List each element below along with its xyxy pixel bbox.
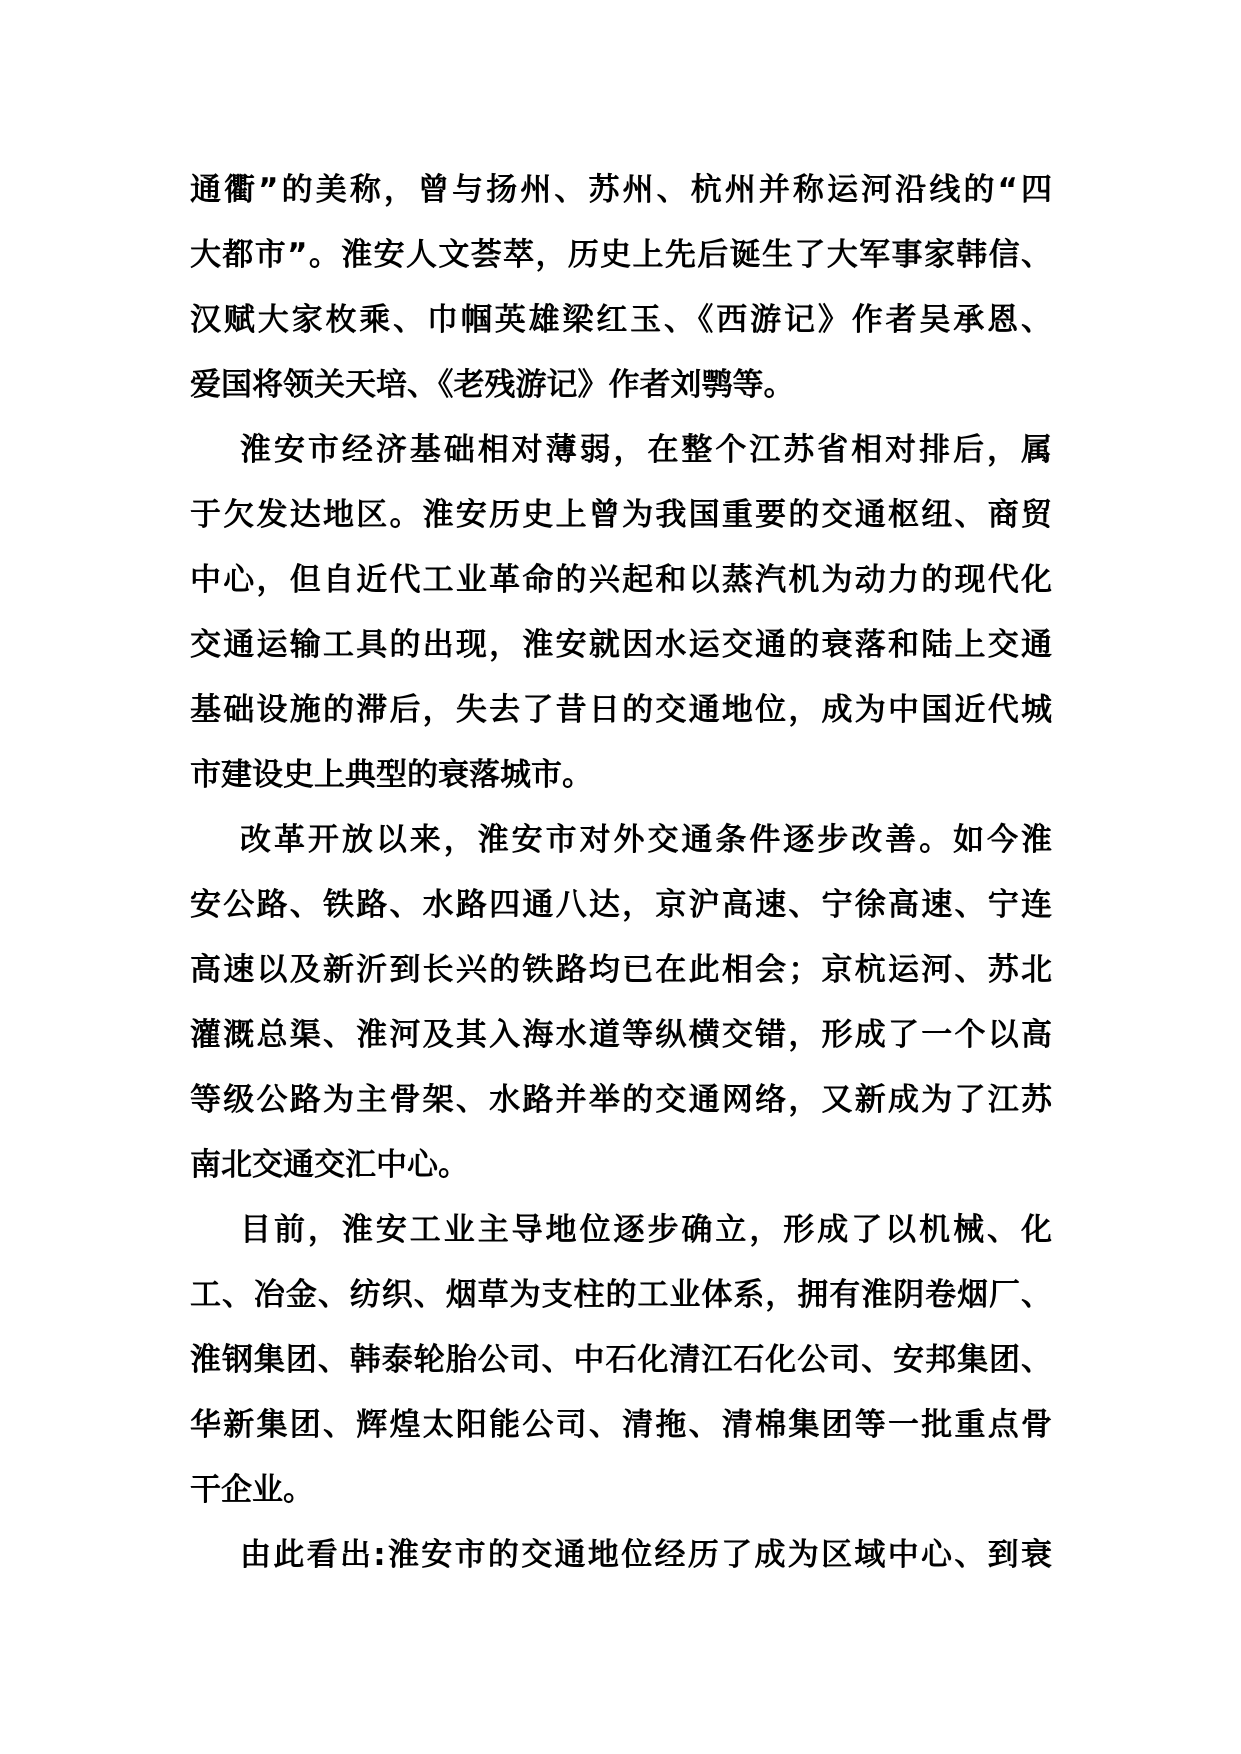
text-line: 灌溉总渠、淮河及其入海水道等纵横交错，形成了一个以高 [190,1017,1052,1053]
text-line: 通衢”的美称，曾与扬州、苏州、杭州并称运河沿线的“四 [190,172,1052,208]
text-line: 高速以及新沂到长兴的铁路均已在此相会；京杭运河、苏北 [190,952,1052,988]
text-line: 爱国将领关天培、《老残游记》作者刘鹗等。 [190,367,795,403]
paragraph-first-line: 由此看出:淮安市的交通地位经历了成为区域中心、到衰 [240,1537,1052,1573]
text-line: 于欠发达地区。淮安历史上曾为我国重要的交通枢纽、商贸 [190,497,1052,533]
text-line: 干企业。 [190,1472,314,1508]
text-line: 等级公路为主骨架、水路并举的交通网络，又新成为了江苏 [190,1082,1052,1118]
text-line: 工、冶金、纺织、烟草为支柱的工业体系，拥有淮阴卷烟厂、 [190,1277,1052,1313]
text-line: 南北交通交汇中心。 [190,1147,469,1183]
text-line: 中心，但自近代工业革命的兴起和以蒸汽机为动力的现代化 [190,562,1052,598]
text-line: 大都市”。淮安人文荟萃，历史上先后诞生了大军事家韩信、 [190,237,1052,273]
paragraph-first-line: 目前，淮安工业主导地位逐步确立，形成了以机械、化 [240,1212,1052,1248]
paragraph-first-line: 淮安市经济基础相对薄弱，在整个江苏省相对排后，属 [240,432,1052,468]
text-line: 汉赋大家枚乘、巾帼英雄梁红玉、《西游记》作者吴承恩、 [190,302,1052,338]
text-line: 交通运输工具的出现，淮安就因水运交通的衰落和陆上交通 [190,627,1052,663]
paragraph-first-line: 改革开放以来，淮安市对外交通条件逐步改善。如今淮 [240,822,1052,858]
text-line: 市建设史上典型的衰落城市。 [190,757,593,793]
text-line: 安公路、铁路、水路四通八达，京沪高速、宁徐高速、宁连 [190,887,1052,923]
body-text [190,158,1052,1588]
text-line: 华新集团、辉煌太阳能公司、清拖、清棉集团等一批重点骨 [190,1407,1052,1443]
text-line: 基础设施的滞后，失去了昔日的交通地位，成为中国近代城 [190,692,1052,728]
text-line: 淮钢集团、韩泰轮胎公司、中石化清江石化公司、安邦集团、 [190,1342,1052,1378]
